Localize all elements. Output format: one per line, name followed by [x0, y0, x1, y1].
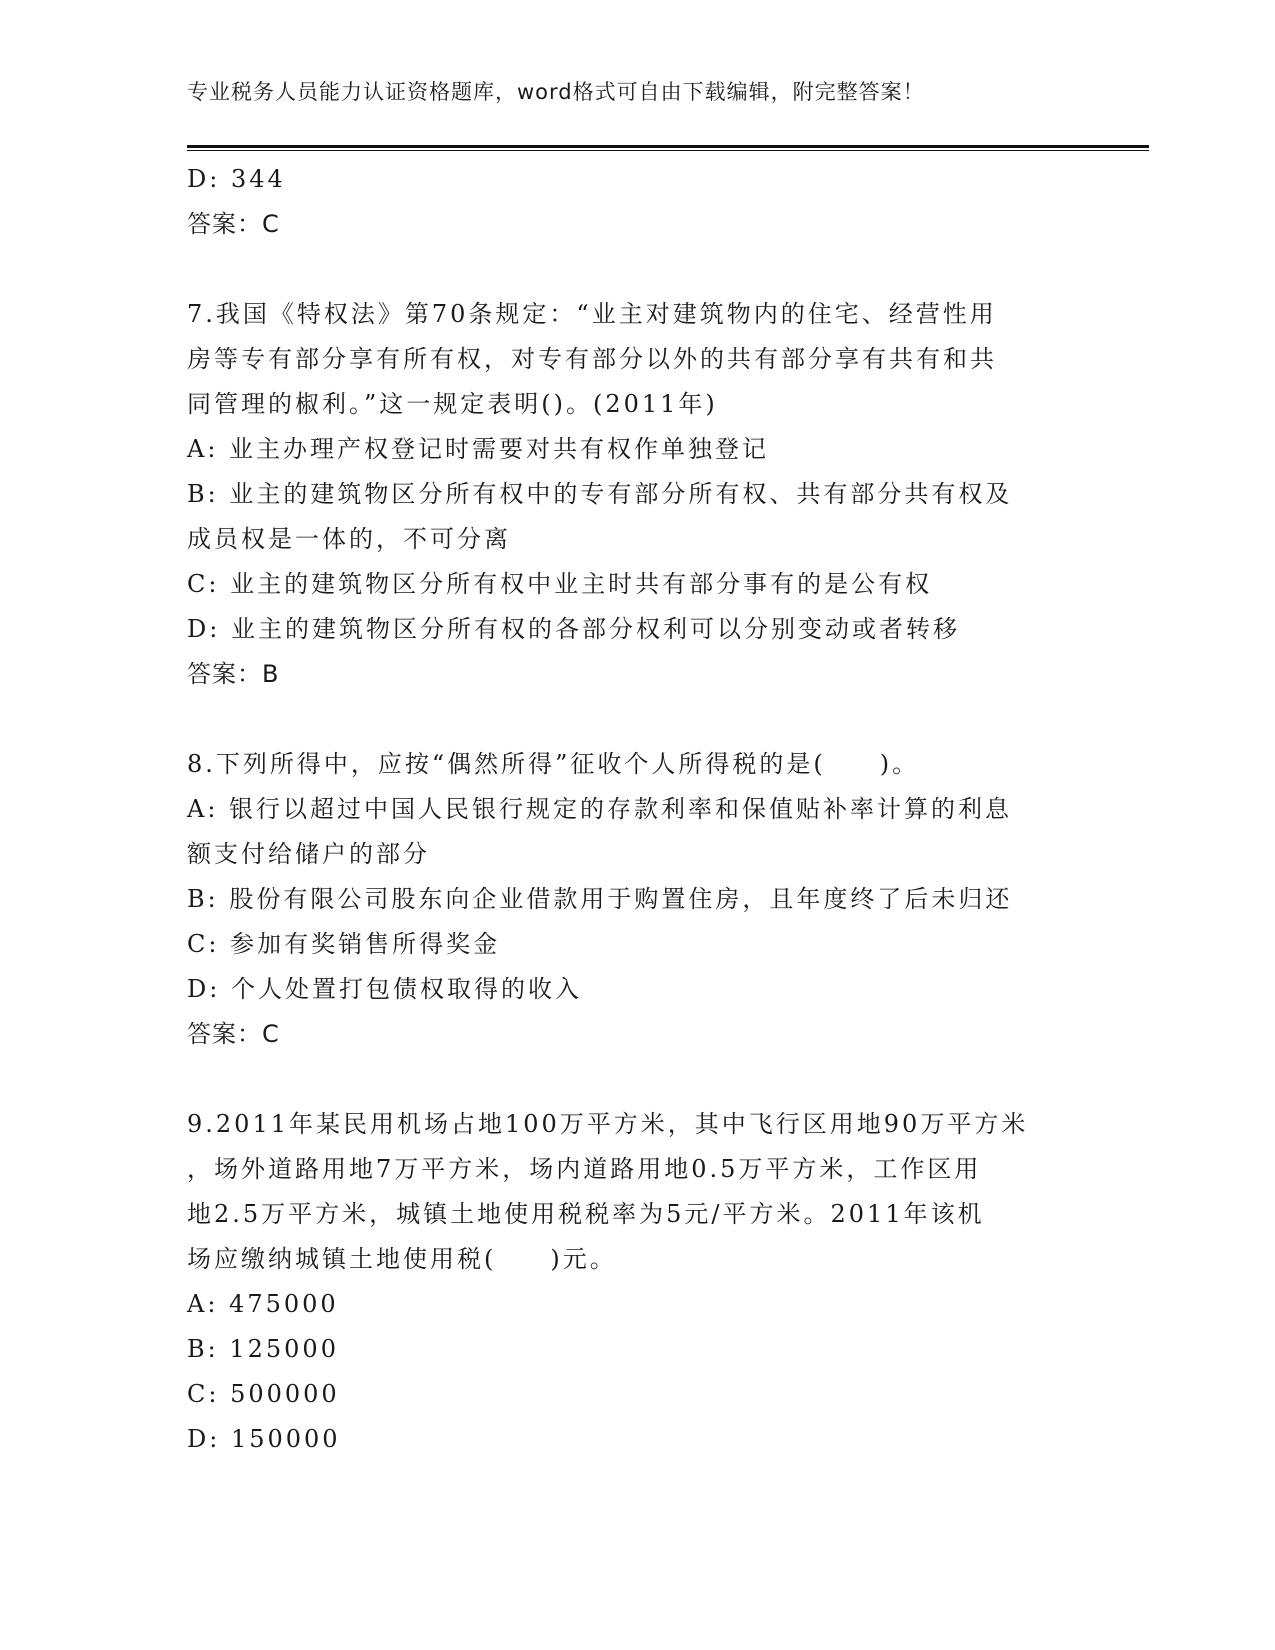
- q7-stem-line-3: 同管理的椒利。”这一规定表明()。(2011年): [187, 390, 718, 418]
- q8-option-b: B: 股份有限公司股东向企业借款用于购置住房，且年度终了后未归还: [187, 885, 1013, 913]
- prev-answer: 答案：C: [187, 210, 280, 238]
- q8-stem: 8.下列所得中，应按“偶然所得”征收个人所得税的是( )。: [187, 750, 920, 778]
- q8-answer: 答案：C: [187, 1020, 280, 1048]
- header-rule-thick: [187, 145, 1149, 148]
- q9-option-d: D: 150000: [187, 1425, 341, 1453]
- q9-stem-line-1: 9.2011年某民用机场占地100万平方米，其中飞行区用地90万平方米: [187, 1110, 1029, 1138]
- q7-option-c: C: 业主的建筑物区分所有权中业主时共有部分事有的是公有权: [187, 570, 933, 598]
- q8-option-c: C: 参加有奖销售所得奖金: [187, 930, 501, 958]
- q7-answer: 答案：B: [187, 660, 280, 688]
- q7-option-b-line-2: 成员权是一体的，不可分离: [187, 525, 511, 553]
- q8-option-a-line-2: 额支付给储户的部分: [187, 840, 430, 868]
- question-content: [187, 157, 1087, 1462]
- spacer: [187, 247, 1087, 292]
- q9-stem-line-3: 地2.5万平方米，城镇土地使用税税率为5元/平方米。2011年该机: [187, 1200, 985, 1228]
- q8-option-d: D: 个人处置打包债权取得的收入: [187, 975, 582, 1003]
- q9-option-a: A: 475000: [187, 1290, 339, 1318]
- q7-option-b-line-1: B: 业主的建筑物区分所有权中的专有部分所有权、共有部分共有权及: [187, 480, 1013, 508]
- spacer: [187, 1057, 1087, 1102]
- header-rule-thin: [187, 150, 1149, 151]
- spacer: [187, 697, 1087, 742]
- q7-stem-line-2: 房等专有部分享有所有权，对专有部分以外的共有部分享有共有和共: [187, 345, 997, 373]
- q9-stem-line-4: 场应缴纳城镇土地使用税( )元。: [187, 1245, 617, 1273]
- q7-option-a: A: 业主办理产权登记时需要对共有权作单独登记: [187, 435, 770, 463]
- prev-option-d: D: 344: [187, 165, 286, 193]
- q8-option-a-line-1: A: 银行以超过中国人民银行规定的存款利率和保值贴补率计算的利息: [187, 795, 1013, 823]
- q9-option-b: B: 125000: [187, 1335, 339, 1363]
- page-header: 专业税务人员能力认证资格题库，word格式可自由下载编辑，附完整答案！: [187, 80, 925, 104]
- q9-stem-line-2: ，场外道路用地7万平方米，场内道路用地0.5万平方米，工作区用: [187, 1155, 982, 1183]
- q9-option-c: C: 500000: [187, 1380, 340, 1408]
- q7-stem-line-1: 7.我国《特权法》第70条规定：“业主对建筑物内的住宅、经营性用: [187, 300, 997, 328]
- q7-option-d: D: 业主的建筑物区分所有权的各部分权利可以分别变动或者转移: [187, 615, 960, 643]
